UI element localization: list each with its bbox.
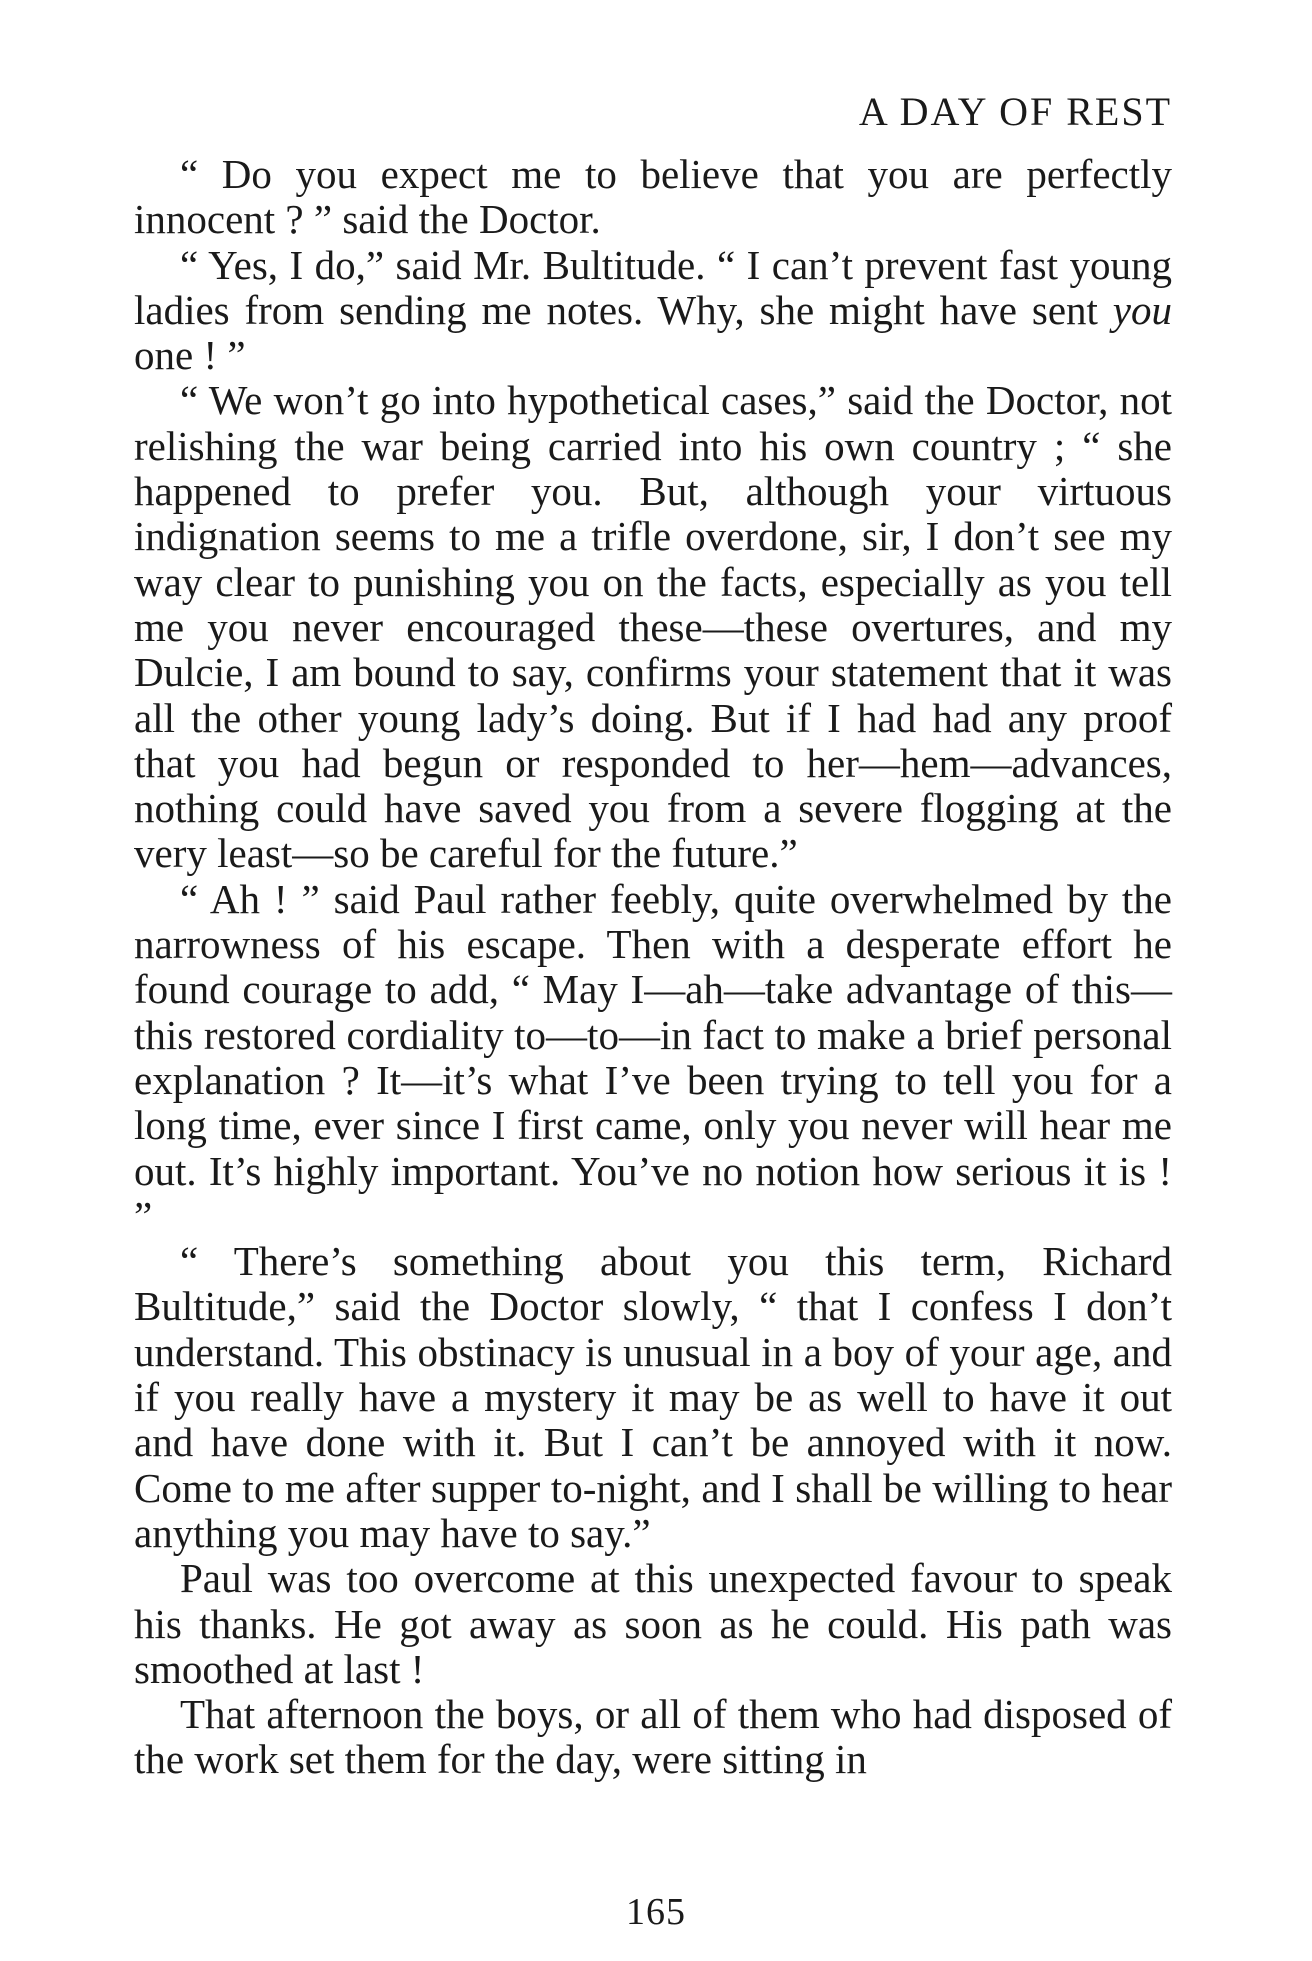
running-head-title: A DAY OF REST bbox=[858, 89, 1172, 134]
paragraph bbox=[134, 243, 1172, 379]
italic-emphasis: you bbox=[1112, 286, 1172, 333]
paragraph: That afternoon the boys, or all of them who had disposed of the work set them for the day, were sitting in bbox=[134, 1691, 1172, 1783]
paragraph: “ Do you expect me to believe that you are perfectly innocent ? ” said the Doctor. bbox=[134, 151, 1172, 243]
paragraph: “ We won’t go into hypothetical cases,” said the Doctor, not relishing the war being carried into his own country ; “ she happened to prefer you. But, although your virtuous indignation seems to me a trifle overdone, sir, I don’t see my way clear to punishing you on the facts, especially as you tell me you never encouraged these—these overtures, and my Dulcie, I am bound to say, confirms your statement that it was all the other young lady’s doing. But if I had had any proof that you had begun or responded to her—hem—advances, nothing could have saved you from a severe flogging at the very least—so be careful for the future.” bbox=[134, 377, 1172, 877]
paragraph-text: “ Yes, I do,” said Mr. Bultitude. “ I can’t prevent fast young ladies from sending me notes. Why, she might have sent bbox=[134, 241, 1172, 333]
paragraph: “ There’s something about you this term, Richard Bultitude,” said the Doctor slowly, “ that I confess I don’t understand. This obstinacy is unusual in a boy of your age, and if you really have a mystery it may be as well to have it out and have done with it. But I can’t be annoyed with it now. Come to me after supper to-night, and I shall be willing to hear anything you may have to say.” bbox=[134, 1238, 1172, 1556]
paragraph: Paul was too overcome at this unexpected favour to speak his thanks. He got away as soon as he could. His path was smoothed at last ! bbox=[134, 1555, 1172, 1692]
paragraph-text: one ! ” bbox=[134, 332, 246, 379]
paragraph: “ Ah ! ” said Paul rather feebly, quite overwhelmed by the narrowness of his escape. Then with a desperate effort he found courage to add, “ May I—ah—take advantage of this—this restored cordiality to—to—in fact to make a brief personal explanation ? It—it’s what I’ve been trying to tell you for a long time, ever since I first came, only you never will hear me out. It’s highly important. You’ve no notion how serious it is ! ” bbox=[134, 875, 1172, 1239]
page-number: 165 bbox=[626, 1891, 686, 1933]
body-text bbox=[134, 152, 1172, 1783]
